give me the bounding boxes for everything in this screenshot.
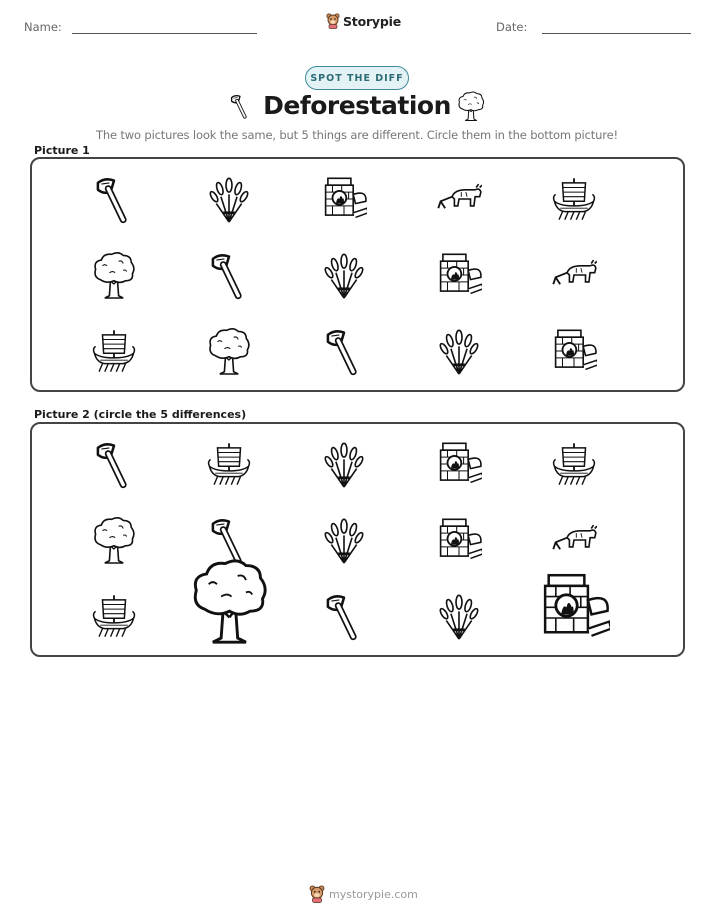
name-label: Name: [24,20,62,34]
viking-ship-icon[interactable] [551,438,597,490]
picture-1-label: Picture 1 [34,144,90,157]
axe-icon [91,173,137,225]
page-title: Deforestation [263,91,451,120]
picture-2-panel[interactable] [30,422,685,657]
furnace-icon[interactable] [538,567,609,648]
bear-mascot-icon [309,885,325,903]
date-label: Date: [496,20,528,34]
axe-icon [321,325,367,377]
axe-icon[interactable] [91,438,137,490]
viking-ship-icon[interactable] [91,590,137,642]
furnace-icon [436,249,482,301]
bear-mascot-icon [326,13,340,29]
brand-logo [326,13,401,29]
spot-the-diff-badge: SPOT THE DIFF [305,66,409,90]
ox-plow-icon[interactable] [551,514,597,566]
wheat-icon[interactable] [436,590,482,642]
furnace-icon[interactable] [436,514,482,566]
wheat-icon[interactable] [321,514,367,566]
viking-ship-icon [91,325,137,377]
furnace-icon [551,325,597,377]
name-field-line[interactable] [72,33,257,34]
tree-icon [456,90,486,127]
ox-plow-icon [436,173,482,225]
ox-plow-icon [551,249,597,301]
instructions-text: The two pictures look the same, but 5 things are different. Circle them in the bottom picture! [95,128,618,142]
picture-2-label: Picture 2 (circle the 5 differences) [34,408,247,421]
brand-name: Storypie [343,13,401,29]
furnace-icon[interactable] [436,438,482,490]
tree-icon [206,325,252,377]
tree-icon[interactable] [91,514,137,566]
tree-icon [91,249,137,301]
picture-1-panel [30,157,685,392]
viking-ship-icon[interactable] [206,438,252,490]
wheat-icon[interactable] [321,438,367,490]
footer [309,885,418,903]
footer-url[interactable]: mystorypie.com [329,887,418,901]
wheat-icon [436,325,482,377]
axe-icon [206,249,252,301]
tree-icon[interactable] [188,554,271,648]
furnace-icon [321,173,367,225]
axe-icon[interactable] [321,590,367,642]
date-field-line[interactable] [542,33,691,34]
viking-ship-icon [551,173,597,225]
wheat-icon [206,173,252,225]
wheat-icon [321,249,367,301]
